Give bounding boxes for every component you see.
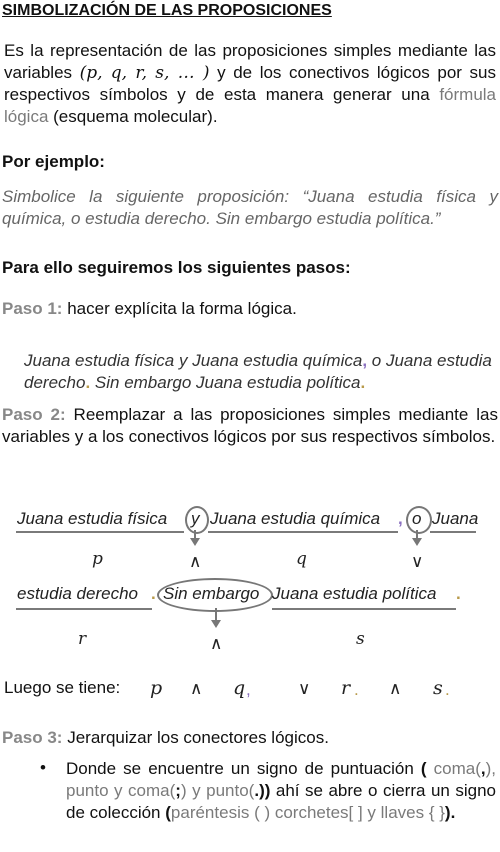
result-comma: , [246,680,251,699]
luego-label: Luego se tiene: [4,678,121,697]
example-text: Simbolice la siguiente proposición: “Juana estudia física y química, o estudia derecho. Sin embargo estudia política.” [2,187,498,228]
connective-o-circle [406,506,432,534]
and-symbol-2: ∧ [210,634,223,653]
bullet-open-1: ( [420,759,434,778]
paso-1-text: hacer explícita la forma lógica. [62,299,297,318]
intro-text-3: (esquema molecular). [48,106,218,126]
result-or: ∨ [298,679,311,698]
result-q: q [233,677,246,699]
row2-dot: . [151,584,156,603]
result-p: p [150,677,163,699]
bullet-close: ). [444,803,456,822]
underline-r [16,608,152,610]
formula-logica-highlight: fórmula lógica [4,85,496,126]
arrow-o-head [412,538,422,546]
intro-paragraph [4,40,496,127]
bullet-text-1: Donde se encuentre un signo de puntuación [66,759,421,778]
or-symbol: ∨ [411,552,424,571]
var-s: s [356,629,365,649]
paso-2 [2,404,498,448]
result-dot: . [354,680,359,699]
result-r: r [341,677,351,699]
prop-r-text-end: estudia derecho [17,584,138,603]
result-s: s [433,677,443,699]
paso-1 [2,299,297,319]
bullet-coma-close: ), [485,759,496,778]
bullet-dot-sym: . [254,781,260,800]
paso-1-label: Paso 1: [2,299,63,318]
var-p: p [92,549,103,569]
bullet-text [66,758,496,824]
bullet-y: y [186,781,207,800]
intro-text-1: Es la representación de las proposiciones simples mediante las variables [4,41,496,82]
arrow-y-head [190,538,200,546]
paso-3-label: Paso 3: [2,728,63,747]
variables-list: (p, q, r, s, … ) [79,62,210,83]
bullet-punto-close: )) [259,781,271,800]
bullet-mark: • [40,758,46,777]
arrow-sin-head [211,620,221,628]
logical-form-c: Sin embargo Juana estudia política [90,373,361,392]
bullet-comma-sym: , [480,759,486,778]
logical-form-dot: . [85,373,91,392]
prop-s-text: Juana estudia política [272,584,437,603]
logical-form-b: o Juana estudia derecho [24,351,492,392]
prop-q-text: Juana estudia química [210,509,381,528]
result-dot2: . [445,680,450,699]
underline-q [208,531,398,533]
logical-form [24,350,496,394]
prop-p-text: Juana estudia física [17,509,168,528]
row2-dot2: . [456,584,461,603]
row1-comma: , [398,509,403,528]
logical-form-comma: , [362,351,368,370]
page-title: SIMBOLIZACIÓN DE LAS PROPOSICIONES [2,2,332,19]
and-symbol-1: ∧ [189,552,202,571]
steps-heading: Para ello seguiremos los siguientes pasos: [2,258,351,277]
bullet-paren: paréntesis ( ) corchetes[ ] y llaves { } [170,803,445,822]
var-q: q [296,549,307,569]
underline-r-start [430,531,476,533]
prop-r-text-start: Juana [432,509,479,528]
bullet-coma: coma( [433,759,481,778]
paso-3 [2,728,329,748]
result-and-1: ∧ [190,679,203,698]
bullet-open-2: ( [165,803,171,822]
bullet-punto: punto( [206,781,255,800]
connective-y: y [191,509,200,528]
bullet-text-2: ahí se abre o cierra un signo de colección [66,781,496,822]
connective-sin-embargo-circle [157,578,273,612]
bullet-py-close: ) [180,781,187,800]
var-r: r [78,629,87,649]
underline-p [16,531,184,533]
bullet-puntoycoma: punto y coma( [66,781,176,800]
paso-2-text: Reemplazar a las proposiciones simples mediante las variables y a los conectivos lógicos por sus respectivos símbolos. [2,405,498,446]
example-heading: Por ejemplo: [2,152,105,171]
logical-form-dot2: . [360,373,366,392]
underline-s [272,608,456,610]
bullet-semi-sym: ; [175,781,181,800]
logical-form-a: Juana estudia física y Juana estudia química [24,351,363,370]
intro-text-2: y de los conectivos lógicos por sus respectivos símbolos y de esta manera generar una [4,62,496,104]
connective-o: o [412,509,422,528]
paso-2-label: Paso 2: [2,405,66,424]
result-and-2: ∧ [389,679,402,698]
paso-3-text: Jerarquizar los conectores lógicos. [62,728,329,747]
connective-sin-embargo: Sin embargo [163,584,260,603]
connective-y-circle [185,506,209,534]
